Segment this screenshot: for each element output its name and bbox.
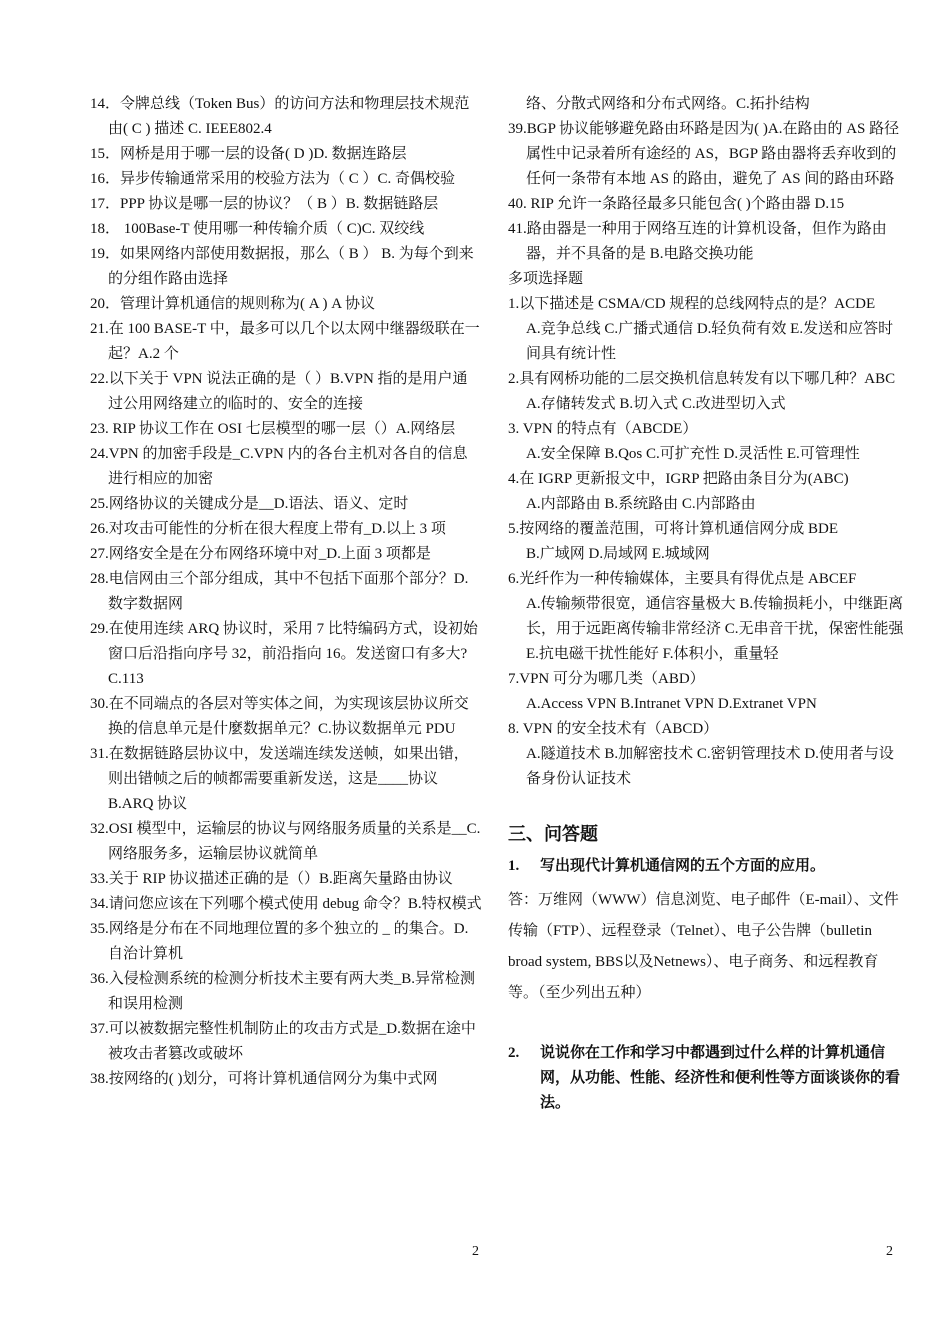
question-item: 27.网络安全是在分布网络环境中对_D.上面 3 项都是 — [90, 546, 431, 562]
question-item: 23. RIP 协议工作在 OSI 七层模型的哪一层（）A.网络层 — [90, 421, 456, 437]
answer-options: A.安全保障 B.Qos C.可扩充性 D.灵活性 E.可管理性 — [526, 446, 860, 462]
answer-options: 络、分散式网络和分布式网络。C.拓扑结构 — [526, 96, 810, 112]
question-item: 14．令牌总线（Token Bus）的访问方法和物理层技术规范由( C ) 描述 C. IEEE802.4 — [90, 96, 470, 137]
question-item: 22.以下关于 VPN 说法正确的是（ ）B.VPN 指的是用户通过公用网络建立的临时的、安全的连接 — [90, 371, 468, 412]
question-item: 16．异步传输通常采用的校验方法为（ C ）C. 奇偶校验 — [90, 171, 456, 187]
question-item: 6.光纤作为一种传输媒体，主要具有得优点是 ABCEF — [508, 571, 857, 587]
question-item: 26.对攻击可能性的分析在很大程度上带有_D.以上 3 项 — [90, 521, 446, 537]
answer-options: A.竞争总线 C.广播式通信 D.轻负荷有效 E.发送和应答时间具有统计性 — [526, 321, 894, 362]
question-item: 30.在不同端点的各层对等实体之间，为实现该层协议所交换的信息单元是什麼数据单元？C.协议数据单元 PDU — [90, 696, 469, 737]
question-text: 写出现代计算机通信网的五个方面的应用。 — [540, 858, 826, 874]
question-item: 20．管理计算机通信的规则称为( A ) A 协议 — [90, 296, 376, 312]
page-number-left: 2 — [472, 1244, 479, 1259]
answer-options: A.隧道技术 B.加解密技术 C.密钥管理技术 D.使用者与设备身份认证技术 — [526, 746, 894, 787]
question-item: 21.在 100 BASE-T 中，最多可以几个以太网中继器级联在一起？A.2 个 — [90, 321, 480, 362]
question-item: 7.VPN 可分为哪几类（ABD） — [508, 671, 705, 687]
question-item: 41.路由器是一种用于网络互连的计算机设备，但作为路由器，并不具备的是 B.电路交换功能 — [508, 221, 887, 262]
question-item: 35.网络是分布在不同地理位置的多个独立的 _ 的集合。D.自治计算机 — [90, 921, 469, 962]
question-number: 2. — [508, 1045, 520, 1061]
question-item: 32.OSI 模型中，运输层的协议与网络服务质量的关系是__C.网络服务多，运输层协议就简单 — [90, 821, 481, 862]
question-item: 1.以下描述是 CSMA/CD 规程的总线网特点的是？ACDE — [508, 296, 876, 312]
left-column — [90, 92, 482, 1092]
answer-options: A.Access VPN B.Intranet VPN D.Extranet VPN — [526, 696, 817, 712]
section-heading: 三、问答题 — [508, 824, 598, 844]
answer-options: B.广域网 D.局域网 E.城域网 — [526, 546, 710, 562]
question-item: 24.VPN 的加密手段是_C.VPN 内的各台主机对各自的信息进行相应的加密 — [90, 446, 468, 487]
question-item: 38.按网络的( )划分，可将计算机通信网分为集中式网 — [90, 1071, 438, 1087]
answer-options: A.内部路由 B.系统路由 C.内部路由 — [526, 496, 756, 512]
right-question-list — [508, 92, 908, 792]
answer-text: 答：万维网（WWW）信息浏览、电子邮件（E-mail）、文件传输（FTP）、远程登录（Telnet）、电子公告牌（bulletin broad system, BBS以及Netnews）、电子商务、和远程教育等。（至少列出五种） — [508, 892, 899, 1001]
question-item: 33.关于 RIP 协议描述正确的是（）B.距离矢量路由协议 — [90, 871, 453, 887]
question-item: 5.按网络的覆盖范围，可将计算机通信网分成 BDE — [508, 521, 839, 537]
question-item: 31.在数据链路层协议中，发送端连续发送帧，如果出错，则出错帧之后的帧都需要重新发送，这是____协议 B.ARQ 协议 — [90, 746, 469, 812]
answer-options: A.传输频带很宽，通信容量极大 B.传输损耗小，中继距离长，用于远距离传输非常经济 C.无串音干扰，保密性能强 E.抗电磁干扰性能好 F.体积小，重量轻 — [526, 596, 904, 662]
answer-options: A.存储转发式 B.切入式 C.改进型切入式 — [526, 396, 786, 412]
essay-question-2 — [508, 1041, 908, 1116]
question-item: 39.BGP 协议能够避免路由环路是因为( )A.在路由的 AS 路径属性中记录着所有途经的 AS，BGP 路由器将丢弃收到的任何一条带有本地 AS 的路由，避免了 AS 间的路由环路 — [508, 121, 900, 187]
question-item: 18． 100Base-T 使用哪一种传输介质（ C)C. 双绞线 — [90, 221, 425, 237]
question-item: 25.网络协议的关键成分是__D.语法、语义、定时 — [90, 496, 409, 512]
question-item: 8. VPN 的安全技术有（ABCD） — [508, 721, 719, 737]
question-item: 19．如果网络内部使用数据报，那么（ B ） B. 为每个到来的分组作路由选择 — [90, 246, 474, 287]
question-item: 2.具有网桥功能的二层交换机信息转发有以下哪几种？ABC — [508, 371, 896, 387]
question-item: 29.在使用连续 ARQ 协议时，采用 7 比特编码方式，设初始窗口后沿指向序号 32，前沿指向 16。发送窗口有多大? C.113 — [90, 621, 478, 687]
subsection-label: 多项选择题 — [508, 271, 584, 287]
question-item: 36.入侵检测系统的检测分析技术主要有两大类_B.异常检测和误用检测 — [90, 971, 476, 1012]
essay-question-1 — [508, 854, 908, 879]
question-text: 说说你在工作和学习中都遇到过什么样的计算机通信网，从功能、性能、经济性和便利性等方面谈谈你的看法。 — [540, 1045, 901, 1111]
question-item: 37.可以被数据完整性机制防止的攻击方式是_D.数据在途中被攻击者篡改或破坏 — [90, 1021, 476, 1062]
question-item: 15．网桥是用于哪一层的设备( D )D. 数据连路层 — [90, 146, 407, 162]
right-column — [508, 92, 908, 1116]
question-item: 34.请问您应该在下列哪个模式使用 debug 命令？B.特权模式 — [90, 896, 482, 912]
page-number-right: 2 — [886, 1244, 893, 1259]
question-item: 17．PPP 协议是哪一层的协议？（ B ）B. 数据链路层 — [90, 196, 439, 212]
question-item: 28.电信网由三个部分组成，其中不包括下面那个部分？D.数字数据网 — [90, 571, 469, 612]
question-number: 1. — [508, 858, 520, 874]
question-item: 4.在 IGRP 更新报文中，IGRP 把路由条目分为(ABC) — [508, 471, 849, 487]
question-item: 40. RIP 允许一条路径最多只能包含( )个路由器 D.15 — [508, 196, 845, 212]
question-item: 3. VPN 的特点有（ABCDE） — [508, 421, 698, 437]
